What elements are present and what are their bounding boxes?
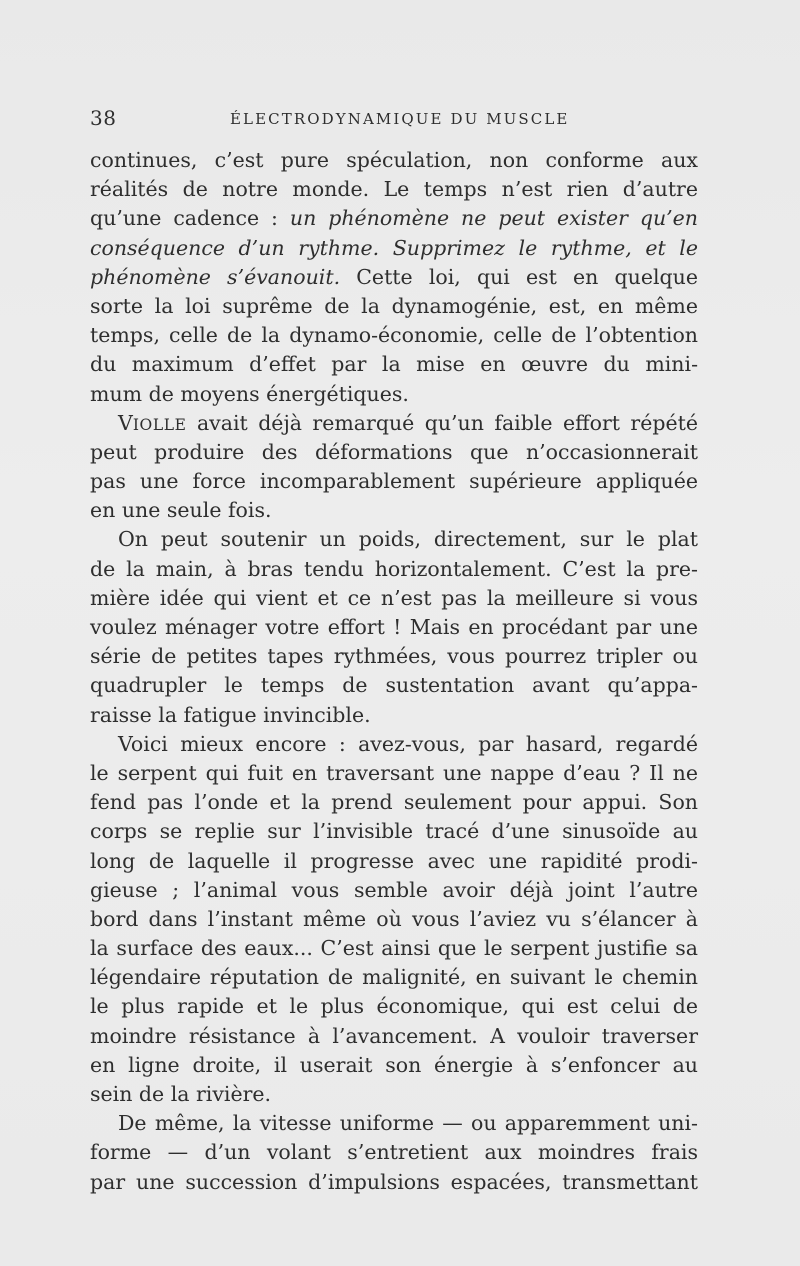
- text-line: [90, 992, 698, 1021]
- italic-text: conséquence d’un rythme. Supprimez le rythme, et le: [90, 235, 698, 260]
- page-header: [90, 106, 700, 136]
- text-run: en une seule fois.: [90, 498, 272, 523]
- text-line: [90, 701, 698, 730]
- paragraph: [90, 1109, 698, 1197]
- text-run: série de petites tapes rythmées, vous pourrez tripler ou: [90, 644, 698, 669]
- running-title: ÉLECTRODYNAMIQUE DU MUSCLE: [230, 110, 570, 128]
- text-run: sorte la loi suprême de la dynamogénie, est, en même: [90, 293, 698, 318]
- text-run: la surface des eaux... C’est ainsi que le serpent justifie sa: [90, 936, 698, 961]
- text-run: mière idée qui vient et ce n’est pas la meilleure si vous: [90, 585, 698, 610]
- text-run: voulez ménager votre effort ! Mais en procédant par une: [90, 615, 698, 639]
- text-line: [90, 759, 698, 788]
- text-line: [90, 146, 698, 175]
- text-run: avait déjà remarqué qu’un faible effort répété: [186, 410, 698, 435]
- text-run: mum de moyens énergétiques.: [90, 381, 409, 406]
- text-line: [90, 905, 698, 934]
- text-run: De même, la vitesse uniforme — ou apparemment uni-: [118, 1111, 698, 1136]
- text-line: [90, 175, 698, 204]
- text-run: par une succession d’impulsions espacées, transmettant: [90, 1169, 698, 1194]
- text-run: qu’une cadence :: [90, 206, 290, 231]
- text-line: [90, 467, 698, 496]
- text-line: [90, 671, 698, 700]
- text-run: IOLLE: [132, 415, 187, 434]
- paragraph: [90, 409, 698, 526]
- text-line: [90, 409, 698, 438]
- text-line: [90, 876, 698, 905]
- text-run: moindre résistance à l’avancement. A vouloir traverser: [90, 1023, 698, 1048]
- text-line: [90, 1109, 698, 1138]
- text-line: [90, 496, 698, 525]
- text-run: sein de la rivière.: [90, 1082, 272, 1106]
- text-line: [90, 1022, 698, 1051]
- text-run: pas une force incomparablement supérieure appliquée: [90, 469, 698, 494]
- text-run: de la main, à bras tendu horizontalement. C’est la pre-: [90, 556, 698, 581]
- text-line: [90, 292, 698, 321]
- text-run: long de laquelle il progresse avec une rapidité prodi-: [90, 848, 698, 873]
- text-line: [90, 1051, 698, 1080]
- text-run: Cette loi, qui est en quelque: [340, 264, 698, 289]
- text-line: [90, 613, 698, 642]
- page-number: 38: [90, 106, 117, 130]
- italic-text: un phénomène ne peut exister qu’en: [289, 206, 699, 231]
- text-line: [90, 1168, 698, 1197]
- paragraph: [90, 525, 698, 729]
- text-line: [90, 963, 698, 992]
- paragraph: [90, 146, 698, 409]
- text-line: [90, 204, 698, 233]
- text-line: [90, 380, 698, 409]
- text-run: réalités de notre monde. Le temps n’est rien d’autre: [90, 177, 698, 202]
- body-text: [90, 146, 698, 1197]
- text-line: [90, 234, 698, 263]
- text-line: [90, 1138, 698, 1167]
- text-run: gieuse ; l’animal vous semble avoir déjà joint l’autre: [90, 877, 698, 902]
- text-line: [90, 438, 698, 467]
- text-run: continues, c’est pure spéculation, non conforme aux: [90, 148, 698, 172]
- text-run: fend pas l’onde et la prend seulement pour appui. Son: [90, 790, 698, 815]
- text-run: peut produire des déformations que n’occasionnerait: [90, 439, 698, 464]
- text-run: On peut soutenir un poids, directement, sur le plat: [118, 527, 698, 552]
- text-line: [90, 730, 698, 759]
- italic-text: phénomène s’évanouit.: [90, 264, 341, 289]
- text-line: [90, 321, 698, 350]
- text-line: [90, 525, 698, 554]
- text-line: [90, 350, 698, 379]
- text-run: temps, celle de la dynamo-économie, celle de l’obtention: [90, 323, 698, 348]
- text-line: [90, 788, 698, 817]
- text-run: corps se replie sur l’invisible tracé d’une sinusoïde au: [90, 819, 698, 844]
- text-run: le serpent qui fuit en traversant une nappe d’eau ? Il ne: [90, 760, 698, 785]
- text-run: V: [118, 410, 133, 435]
- text-run: forme — d’un volant s’entretient aux moindres frais: [90, 1140, 698, 1165]
- text-run: raisse la fatigue invincible.: [90, 702, 371, 727]
- text-run: quadrupler le temps de sustentation avant qu’appa-: [90, 673, 698, 698]
- text-line: [90, 847, 698, 876]
- text-run: le plus rapide et le plus économique, qui est celui de: [90, 994, 698, 1019]
- text-line: [90, 934, 698, 963]
- text-run: Voici mieux encore : avez-vous, par hasard, regardé: [118, 731, 698, 756]
- text-run: bord dans l’instant même où vous l’aviez vu s’élancer à: [90, 906, 698, 931]
- text-line: [90, 642, 698, 671]
- paragraph: [90, 730, 698, 1109]
- text-line: [90, 817, 698, 846]
- text-run: du maximum d’effet par la mise en œuvre du mini-: [90, 352, 698, 377]
- text-line: [90, 1080, 698, 1109]
- text-line: [90, 584, 698, 613]
- text-run: en ligne droite, il userait son énergie à s’enfoncer au: [90, 1052, 698, 1077]
- text-line: [90, 555, 698, 584]
- text-run: légendaire réputation de malignité, en suivant le chemin: [90, 965, 698, 990]
- text-line: [90, 263, 698, 292]
